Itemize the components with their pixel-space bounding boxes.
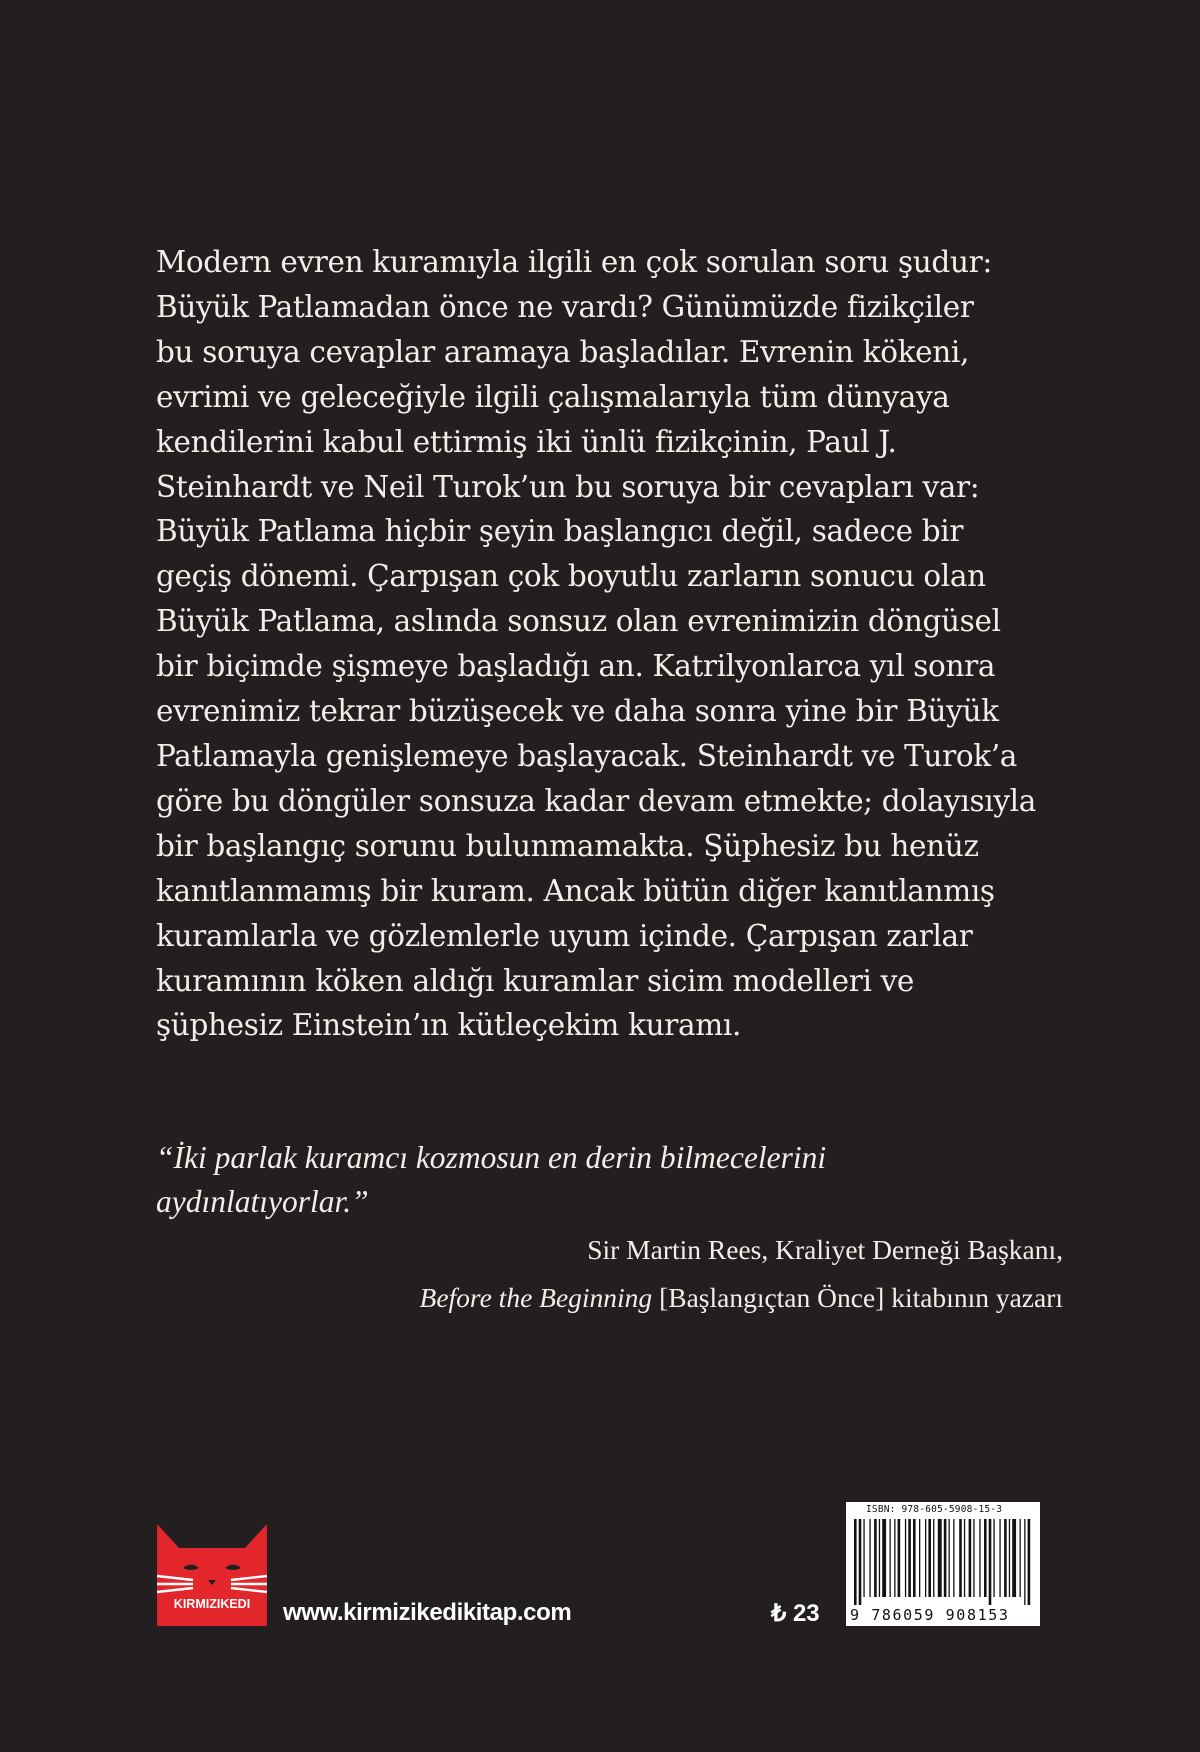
logo-text: KIRMIZIKEDI xyxy=(173,1597,251,1611)
barcode-bar xyxy=(925,1519,926,1597)
blurb-line: Steinhardt ve Neil Turok’un bu soruya bir cevapları var: xyxy=(156,469,980,504)
blurb-line: bir başlangıç sorunu bulunmamakta. Şüphesiz bu henüz xyxy=(156,828,979,863)
attribution-book-rest: [Başlangıçtan Önce] kitabının yazarı xyxy=(652,1282,1063,1313)
barcode-bar xyxy=(979,1519,980,1597)
publisher-logo xyxy=(153,1514,271,1628)
barcode-bar xyxy=(869,1519,870,1597)
back-cover-blurb xyxy=(156,240,1096,1048)
barcode-bar xyxy=(1020,1519,1021,1597)
attribution-book xyxy=(420,1274,1063,1322)
barcode-bar xyxy=(898,1519,901,1597)
barcode-bar xyxy=(989,1519,992,1605)
endorsement-quote xyxy=(156,1136,1096,1224)
blurb-line: bu soruya cevaplar aramaya başladılar. Evrenin kökeni, xyxy=(156,334,970,369)
barcode-bars xyxy=(852,1519,1034,1605)
barcode-bar xyxy=(953,1519,954,1597)
barcode-bar xyxy=(882,1519,886,1597)
blurb-line: bir biçimde şişmeye başladığı an. Katrilyonlarca yıl sonra xyxy=(156,649,996,684)
blurb-line: geçiş dönemi. Çarpışan çok boyutlu zarların sonucu olan xyxy=(156,559,986,594)
blurb-line: şüphesiz Einstein’ın kütleçekim kuramı. xyxy=(156,1008,741,1043)
barcode-bar xyxy=(905,1519,906,1597)
book-title: Before the Beginning xyxy=(419,1282,653,1313)
blurb-line: Büyük Patlamadan önce ne vardı? Günümüzde fizikçiler xyxy=(156,289,974,324)
barcode-bar xyxy=(859,1519,862,1605)
barcode-bar xyxy=(999,1519,1000,1597)
quote-attribution xyxy=(420,1226,1063,1322)
isbn-label: ISBN: 978-605-5908-15-3 xyxy=(866,1504,1003,1515)
barcode-bar xyxy=(1004,1519,1007,1597)
blurb-line: Modern evren kuramıyla ilgili en çok sorulan soru şudur: xyxy=(156,245,992,279)
barcode-bar xyxy=(984,1519,987,1597)
barcode-bar xyxy=(919,1519,920,1597)
barcode-bar xyxy=(993,1519,994,1597)
barcode-bar xyxy=(1012,1519,1016,1597)
quote-line: “İki parlak kuramcı kozmosun en derin bilmecelerini xyxy=(156,1140,827,1175)
barcode-bar xyxy=(874,1519,877,1597)
barcode-bar xyxy=(890,1519,891,1597)
barcode-bar xyxy=(1024,1519,1025,1605)
barcode-bar xyxy=(913,1519,916,1597)
blurb-line: Patlamayla genişlemeye başlayacak. Steinhardt ve Turok’a xyxy=(156,738,1018,773)
barcode-bar xyxy=(969,1519,972,1597)
blurb-line: Büyük Patlama hiçbir şeyin başlangıcı değil, sadece bir xyxy=(156,514,964,549)
blurb-line: evrenimiz tekrar büzüşecek ve daha sonra yine bir Büyük xyxy=(156,694,999,729)
blurb-line: Büyük Patlama, aslında sonsuz olan evrenimizin döngüsel xyxy=(156,604,1001,639)
barcode-digits: 9 786059 908153 xyxy=(850,1606,1010,1624)
barcode-bar xyxy=(964,1519,965,1597)
attribution-name: Sir Martin Rees, Kraliyet Derneği Başkanı, xyxy=(587,1234,1063,1265)
barcode-box xyxy=(846,1502,1040,1626)
barcode-bar xyxy=(863,1519,864,1597)
blurb-line: göre bu döngüler sonsuza kadar devam etmekte; dolayısıyla xyxy=(156,783,1036,818)
barcode-bar xyxy=(973,1519,974,1597)
barcode-bar xyxy=(908,1519,911,1597)
blurb-line: kanıtlanmamış bir kuram. Ancak bütün diğer kanıtlanmış xyxy=(156,873,995,908)
barcode-bar xyxy=(854,1519,857,1605)
barcode-bar xyxy=(879,1519,880,1597)
barcode-bar xyxy=(1009,1519,1010,1597)
blurb-line: kuramlarla ve gözlemlerle uyum içinde. Çarpışan zarlar xyxy=(156,918,973,953)
blurb-line: evrimi ve geleceğiyle ilgili çalışmalarıyla tüm dünyaya xyxy=(156,379,950,414)
publisher-website: www.kirmizikedikitap.com xyxy=(283,1599,572,1626)
barcode-bar xyxy=(944,1519,947,1597)
barcode-bar xyxy=(894,1519,895,1597)
quote-line: aydınlatıyorlar.” xyxy=(156,1184,369,1219)
barcode-bar xyxy=(933,1519,934,1597)
blurb-line: kuramının köken aldığı kuramlar sicim modelleri ve xyxy=(156,963,915,998)
blurb-line: kendilerini kabul ettirmiş iki ünlü fizikçinin, Paul J. xyxy=(156,424,897,459)
barcode-bar xyxy=(949,1519,950,1597)
price: ₺ 23 xyxy=(771,1600,820,1627)
barcode-bar xyxy=(928,1519,931,1597)
cat-logo-icon xyxy=(153,1514,271,1628)
barcode-bar xyxy=(959,1519,962,1597)
barcode-bar xyxy=(938,1519,942,1597)
barcode-bar xyxy=(1028,1519,1031,1605)
